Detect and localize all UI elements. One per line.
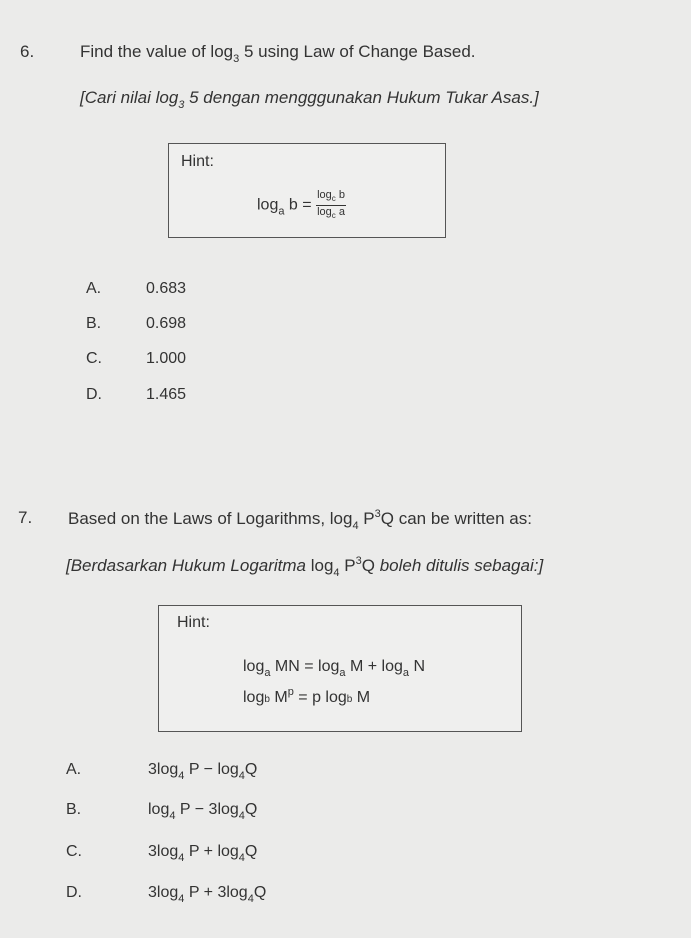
q7-ms-exp: 3 xyxy=(355,555,362,567)
q7-exp: 3 xyxy=(374,508,381,520)
q6-hint-formula xyxy=(257,189,346,222)
question-6-number: 6. xyxy=(20,42,35,61)
q7-option-d-value[interactable]: $3\log_4$ $P + 3\log_4Q$ xyxy=(148,884,267,905)
q7-option-a-value[interactable]: $3\log_4$ $P - \log_4Q$ xyxy=(148,761,258,782)
question-7-text xyxy=(68,508,532,532)
question-6-text xyxy=(80,42,476,65)
q7-ms-base: 4 xyxy=(333,567,340,579)
q7-ms-pre: [Berdasarkan Hukum Logaritma xyxy=(66,556,311,575)
q7-ms-log: log xyxy=(310,556,334,575)
question-7-malay-text xyxy=(66,555,543,579)
q7-base: 4 xyxy=(352,520,359,532)
q6-hint-fraction xyxy=(316,189,346,222)
q7-hint-label: Hint: xyxy=(177,614,210,631)
q7-option-c-value[interactable]: $3\log_4$ $P + \log_4Q$ xyxy=(148,843,258,864)
q6-text-pre: Find the value of xyxy=(80,42,211,61)
q7-expr: P xyxy=(358,509,375,528)
q7-log: log xyxy=(329,509,353,528)
q6-option-a-value[interactable]: 0.683 xyxy=(146,280,187,297)
q7-hint-line-2: logb $M^p = p$ logb M xyxy=(243,686,371,706)
question-6-malay-text xyxy=(80,88,539,111)
q7-ms-expr: P xyxy=(339,556,356,575)
q6-text-post: 5 using Law of Change Based. xyxy=(239,42,476,61)
q6-hint-lhs-arg: b = xyxy=(284,196,312,214)
q6-option-b-value[interactable]: 0.698 xyxy=(146,315,187,332)
q6-hint-lhs: log xyxy=(257,196,279,214)
q6-ms-pre: [Cari nilai xyxy=(80,88,156,107)
q7-ms-post: boleh ditulis sebagai:] xyxy=(374,556,544,575)
q6-option-c-value[interactable]: 1.000 xyxy=(146,350,187,367)
q6-option-c-letter[interactable]: C. xyxy=(86,350,102,367)
q7-option-b-letter[interactable]: B. xyxy=(66,801,82,818)
question-7-number: 7. xyxy=(18,508,33,527)
q6-option-d-letter[interactable]: D. xyxy=(86,386,102,403)
q6-option-d-value[interactable]: 1.465 xyxy=(146,386,187,403)
q6-hint-denominator: $\log_c a$ xyxy=(317,206,345,220)
q7-hint-line-1: $\log_a$ MN = $\log_a M + \log_a N$ xyxy=(243,658,426,679)
q7-text-post: can be written as: xyxy=(394,509,532,528)
q7-text-pre: Based on the Laws of Logarithms, xyxy=(68,509,330,528)
q6-hint-label: Hint: xyxy=(181,153,214,170)
q6-hint-numerator: $\log_c b$ xyxy=(316,189,346,206)
q6-base: 3 xyxy=(233,53,240,65)
q7-option-a-letter[interactable]: A. xyxy=(66,761,82,778)
q6-option-b-letter[interactable]: B. xyxy=(86,315,102,332)
q6-ms-base: 3 xyxy=(178,99,185,111)
q6-option-a-letter[interactable]: A. xyxy=(86,280,102,297)
q6-ms-log: log xyxy=(155,88,179,107)
q6-log: log xyxy=(210,42,234,61)
q6-hint-box xyxy=(168,143,446,238)
q7-option-c-letter[interactable]: C. xyxy=(66,843,82,860)
q7-expr-end: Q xyxy=(380,509,394,528)
q7-option-b-value[interactable]: $\log_4 P - 3\log_4Q$ xyxy=(148,801,258,822)
q7-hint-box xyxy=(158,605,522,732)
q6-ms-post: 5 dengan mengggunakan Hukum Tukar Asas.] xyxy=(184,88,539,107)
q6-hint-lhs-base: a xyxy=(278,205,285,218)
q7-option-d-letter[interactable]: D. xyxy=(66,884,82,901)
q7-ms-expr-end: Q xyxy=(361,556,375,575)
